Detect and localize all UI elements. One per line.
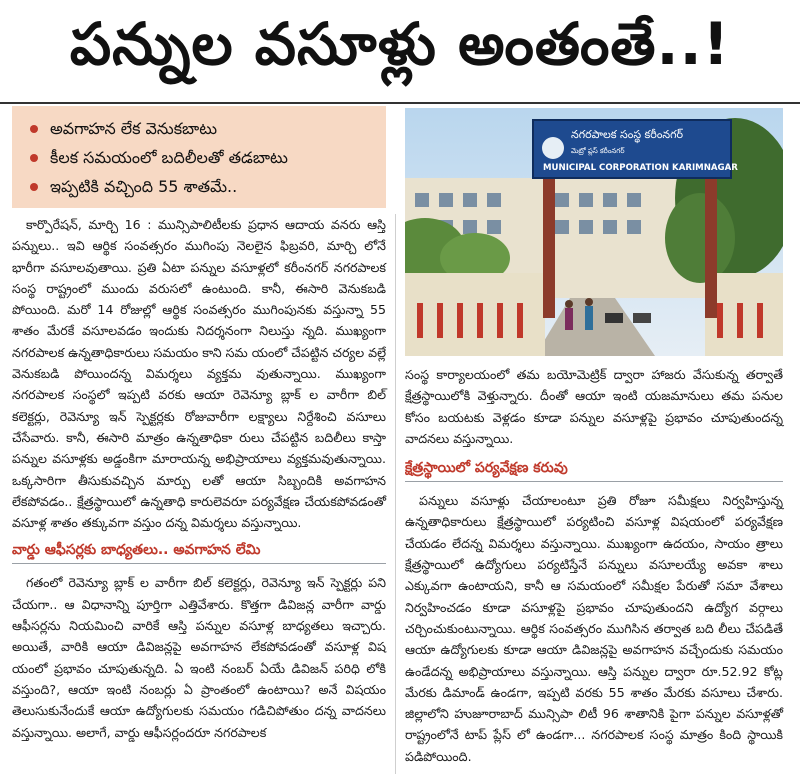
highlight-text: ఇప్పటికి వచ్చింది 55 శాతమే.. [50, 177, 238, 197]
highlights-box [12, 106, 386, 208]
highlight-item [30, 148, 376, 168]
bullet-icon [30, 183, 38, 191]
photo-illustration [405, 108, 783, 356]
headline: పన్నుల వసూళ్లు అంతంతే..! [0, 0, 800, 104]
article-paragraph: గతంలో రెవెన్యూ బ్లాక్ ల వారీగా బిల్ కలెక్టర్లు, రెవెన్యూ ఇన్ స్పెక్టర్లు పని చేయగా.. ఆ విధానాన్ని పూర్తిగా ఎత్తివేశారు. కొత్తగా డివిజన్ల వారీగా వార్డు ఆఫీసర్లను నియమించి వారికే ఆస్తి పన్నుల వసూళ్ల బాధ్యతలు ఇచ్చారు. అయితే, వారికి ఆయా డివిజన్లపై అవగాహన లేకపోవడంతో వసూళ్ల విష యంలో ప్రభావం చూపుతున్నది. ఏ ఇంటి నంబర్ ఏయే డివిజన్ పరిధి లోకి వస్తుంది?, ఆయా ఇంటి నంబర్లు ఏ ప్రాంతంలో ఉంటాయి? అనే విషయం తెలుసుకునేందుకే ఆయా ఉద్యోగులకు సమయం గడిచిపోతుం దన్న వాదనలు వస్తున్నాయి. అలాగే, వార్డు ఆఫీసర్లందరూ నగరపాలక [12, 575, 386, 740]
subheading: వార్డు ఆఫీసర్లకు బాధ్యతలు.. అవగాహన లేమి [12, 539, 386, 564]
sign-small-text: మెట్రో ప్లస్ కరీంనగర్ [571, 147, 625, 155]
highlight-text: కీలక సమయంలో బదిలీలతో తడబాటు [50, 147, 288, 167]
article-column-right [405, 364, 783, 767]
highlight-item [30, 177, 376, 197]
municipal-office-photo [405, 108, 783, 356]
bullet-icon [30, 154, 38, 162]
highlight-text: అవగాహన లేక వెనుకబాటు [50, 118, 218, 138]
article-paragraph: సంస్థ కార్యాలయంలో తమ బయోమెట్రిక్ ద్వారా హాజరు వేసుకున్న తర్వాతే క్షేత్రస్థాయిలోకి వెళ్తున్నారు. దీంతో ఆయా ఇంటి యజమానులు తమ పనుల కోసం బయటకు వెళ్లడం కూడా పన్నుల వసూళ్లపై ప్రభావం చూపుతుందన్న వాదనలు వస్తున్నాయి. [405, 367, 783, 446]
sign-telugu-text: నగరపాలక సంస్థ కరీంనగర్ [571, 128, 684, 141]
subheading: క్షేత్రస్థాయిలో పర్యవేక్షణ కరువు [405, 457, 783, 482]
article-paragraph: పన్నులు వసూళ్లు చేయాలంటూ ప్రతి రోజూ సమీక్షలు నిర్వహిస్తున్న ఉన్నతాధికారులు క్షేత్రస్థాయిలో పర్యటించి వసూళ్ల విషయంలో పర్యవేక్షణ చేయడం లేదన్న విమర్శలు వస్తున్నాయి. ముఖ్యంగా ఉదయం, సాయం త్రాలు క్షేత్రస్థాయిలో ఉద్యోగులు పర్యటిస్తేనే పన్నులు వసూలయ్యే అవకా శాలు ఎక్కువగా ఉంటాయని, కానీ ఆ సమయంలో సమీక్షల పేరుతో సమా వేశాలు నిర్వహించడం కూడా వసూళ్లపై ప్రభావం చూపుతుందని ఉద్యోగ వర్గాలు చర్చించుకుంటున్నాయి. ఆర్థిక సంవత్సరం ముగిసిన తర్వాత బది లీలు చేపడితే ఆయా ఉద్యోగులకు కూడా ఆయా డివిజన్లపై అవగాహన వచ్చేందుకు సమయం ఉండేదన్న అభిప్రాయాలు వస్తున్నాయి. ఆస్తి పన్నుల ద్వారా రూ.52.92 కోట్ల మేరకు డిమాండ్ ఉండగా, ఇప్పటి వరకు 55 శాతం మేరకు వసూలు చేశారు. జిల్లాలోని హుజూరాబాద్ మున్సిపా లిటీ 96 శాతానికి పైగా పన్నుల వసూళ్లతో రాష్ట్రంలోనే టాప్ ప్లేస్ లో ఉండగా... నగరపాలక సంస్థ మాత్రం కింది స్థాయికి పడిపోయింది. [405, 493, 783, 764]
sign-english-text: MUNICIPAL CORPORATION KARIMNAGAR [543, 163, 738, 173]
article-column-left [12, 214, 386, 743]
column-divider [395, 214, 396, 774]
bullet-icon [30, 125, 38, 133]
article-paragraph: కార్పొరేషన్, మార్చి 16 : మున్సిపాలిటీలకు ప్రధాన ఆదాయ వనరు ఆస్తి పన్నులు.. ఇవి ఆర్థిక సంవత్సరం ముగింపు నెలలైన ఫిబ్రవరి, మార్చి లోనే భారీగా వసూలవుతాయి. ప్రతి ఏటా పన్నుల వసూళ్లలో కరీంనగర్ నగరపాలక సంస్థ రాష్ట్రంలో ముందు వరుసలో ఉంటుంది. కానీ, ఈసారి వెనుకబడి పోయింది. మరో 14 రోజుల్లో ఆర్థిక సంవత్సరం ముగింపునకు వస్తున్నా 55 శాతం మేరకే వసూలవడం ఇందుకు నిదర్శనంగా నిలుస్తు న్నది. ముఖ్యంగా నగరపాలక ఉన్నతాధికారులు సమయం కాని సమ యంలో చేపట్టిన చర్యల వల్లే వెనుకబడి పోయిందన్న విమర్శలు వ్యక్తమ వుతున్నాయి. ముఖ్యంగా నగరపాలక సంస్థలో ఇప్పటి వరకు ఆయా రెవెన్యూ బ్లాక్ ల వారీగా బిల్ కలెక్టర్లు, రెవెన్యూ ఇన్ స్పెక్టర్లకు రోజువారీగా లక్ష్యాలు నిర్దేశించి వసూలు చేసేవారు. కానీ, ఈసారి మాత్రం ఉన్నతాధికా రులు చేపట్టిన బదిలీలు కాస్తా పన్నుల వసూళ్లకు అడ్డంకిగా మారాయన్న అభిప్రాయాలు వ్యక్తమవుతున్నాయి. ఒక్కసారిగా తీసుకువచ్చిన మార్పు లతో ఆయా సిబ్బందికి అవగాహన లేకపోవడం.. క్షేత్రస్థాయిలో ఉన్నతాధి కారులెవరూ పర్యవేక్షణ చేయకపోవడంతో వసూళ్ల శాతం తక్కువగా వస్తుం దన్న విమర్శలు వస్తున్నాయి. [12, 217, 387, 531]
highlight-item [30, 119, 376, 139]
